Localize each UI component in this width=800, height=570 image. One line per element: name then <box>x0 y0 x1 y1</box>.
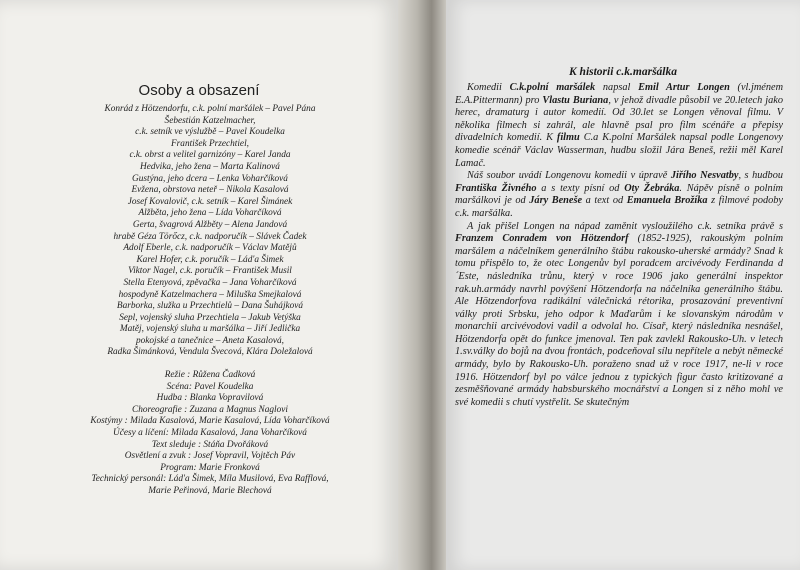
crew-line: Scéna: Pavel Koudelka <box>166 381 254 392</box>
crew-line: Účesy a líčení: Milada Kasalová, Jana Voharčíková <box>113 428 307 439</box>
cast-line: Viktor Nagel, c.k. poručík – František Musil <box>128 266 292 277</box>
cast-line: Josef Kovalovič, c.k. setník – Karel Šimánek <box>127 196 293 207</box>
history-title: K historii c.k.maršálka <box>569 66 677 78</box>
crew-line: Režie : Růžena Čadková <box>164 370 256 381</box>
crew-line: Choreografie : Zuzana a Magnus Naglovi <box>132 404 288 415</box>
cast-line: Gerta, švagrová Alžběty – Alena Jandová <box>132 219 288 230</box>
cast-line: František Przechtiel, <box>171 138 249 149</box>
paragraph-1: Komedii C.k.polní maršálek napsal Emil Artur Longen (vl.jménem E.A.Pittermann) pro Vlastu Buriana, v jehož divadle působil ve 20.letech jako herec, dramaturg i autor komedií. Od 30.let se Longen věnoval filmu. V několika filmech si zahrál, ale hlavně psal pro film scénáře a přepisy divadelních komedií. K filmu C.a K.polní Maršálek napsal podle Longenovy komedie scénář Václav Wasserman, hudbu složil Jára Beneš, režii měl Karel Lamač. <box>455 82 784 169</box>
cast-title: Osoby a obsazení <box>138 82 260 99</box>
history-text <box>455 82 783 409</box>
cast-line: Adolf Eberle, c.k. nadporučík – Václav Matějů <box>123 243 297 254</box>
cast-line: Hedvika, jeho žena – Marta Kalinová <box>140 161 280 172</box>
crew-line: Marie Peřinová, Marie Blechová <box>148 486 272 496</box>
paragraph-2: Náš soubor uvádí Longenovu komedii v úpravě Jiřího Nesvatby, s hudbou Františka Živného a s texty písní od Oty Žebráka. Nápěv písně o polním maršálkovi je od Járy Beneše a text od Emanuela Brožíka z filmové podoby c.k. maršálka. <box>455 170 783 219</box>
cast-line: Gustýna, jeho dcera – Lenka Voharčíková <box>132 173 288 184</box>
cast-line: Matěj, vojenský sluha u maršálka – Jiří Jedlička <box>119 324 301 335</box>
cast-line: Stella Etenyová, zpěvačka – Jana Voharčíková <box>123 277 297 288</box>
cast-line: Barborka, služka u Przechtielů – Dana Šuhájková <box>116 301 304 312</box>
cast-list <box>60 104 360 498</box>
cast-line: hospodyně Katzelmachera – Miluška Smejkalová <box>118 289 302 300</box>
cast-line: c.k. setník ve výslužbě – Pavel Koudelka <box>135 127 285 138</box>
cast-line: Karel Hofer, c.k. poručík – Lád'a Šimek <box>136 254 284 265</box>
cast-line: Evžena, obrstova neteř – Nikola Kasalová <box>131 185 289 196</box>
page-gutter <box>398 0 446 570</box>
cast-line: c.k. obrst a velitel garnizóny – Karel Janda <box>129 150 291 161</box>
crew-line: Program: Marie Fronková <box>160 462 260 473</box>
paragraph-3: A jak přišel Longen na nápad zaměnit vysloužilého c.k. setníka právě s Franzem Conradem von Hötzendorf (1852-1925), rakouským polním maršálem a náčelníkem generálního štábu rakousko-uherské armády? Snad k tomu přispělo to, že otec Longenův byl poradcem arcivévody Ferdinanda d´Este, následníka trůnu, který v roce 1906 jako generální inspektor rak.uh.armády navrhl povýšení Hötzendorfa na náčelníka generálního štábu. Ale Hötzendorfova radikální válečnická rétorika, prosazování preventivní války proti Srbsku, jeho odpor k Maďarům i ke slovanským národům v monarchii arcivévodovi vadil a odvolal ho. Císař, který následníka nesnášel, Hötzendorfa opět do funkce jmenoval. Ten pak zavlekl Rakousko-Uh. v letech 1.sv.války do bojů na dvou frontách, podceňoval sílu nepřítele a nebýt německé armády, bylo by Rakousko-Uh. poraženo snad už v roce 1917, ne-li v roce 1916. Hötzendorf byl po válce jednou z typických figur často kritizované a zesměšňované armády habsburského mocnářství a Longen si z něho mohl ve své komedii s chutí vystřelit. Se skutečným <box>455 220 784 408</box>
crew-line: Kostýmy : Milada Kasalová, Marie Kasalová, Lída Voharčíková <box>90 416 330 427</box>
crew-line: Text sleduje : Stáňa Dvořáková <box>151 439 269 450</box>
cast-line: Sepl, vojenský sluha Przechtiela – Jakub Vetýška <box>119 312 301 323</box>
cast-line: Konrád z Hötzendorfu, c.k. polní maršálek – Pavel Pána <box>104 104 316 114</box>
cast-line: pokojské a tanečnice – Aneta Kasalová, <box>135 335 285 346</box>
crew-line: Hudba : Blanka Vopravilová <box>156 393 264 404</box>
cast-line: hrabě Géza Törőcz, c.k. nadporučík – Slávek Čadek <box>113 231 307 242</box>
crew-line: Technický personál: Lád'a Šimek, Míla Musilová, Eva Rafflová, <box>91 474 329 485</box>
cast-line: Šebestián Katzelmacher, <box>164 115 256 126</box>
cast-line: Radka Šimánková, Vendula Švecová, Klára Doležalová <box>107 347 313 358</box>
crew-line: Osvětlení a zvuk : Josef Vopravil, Vojtěch Páv <box>124 451 296 462</box>
cast-crew-gap <box>60 359 360 370</box>
cast-line: Alžběta, jeho žena – Lída Voharčíková <box>138 208 282 219</box>
